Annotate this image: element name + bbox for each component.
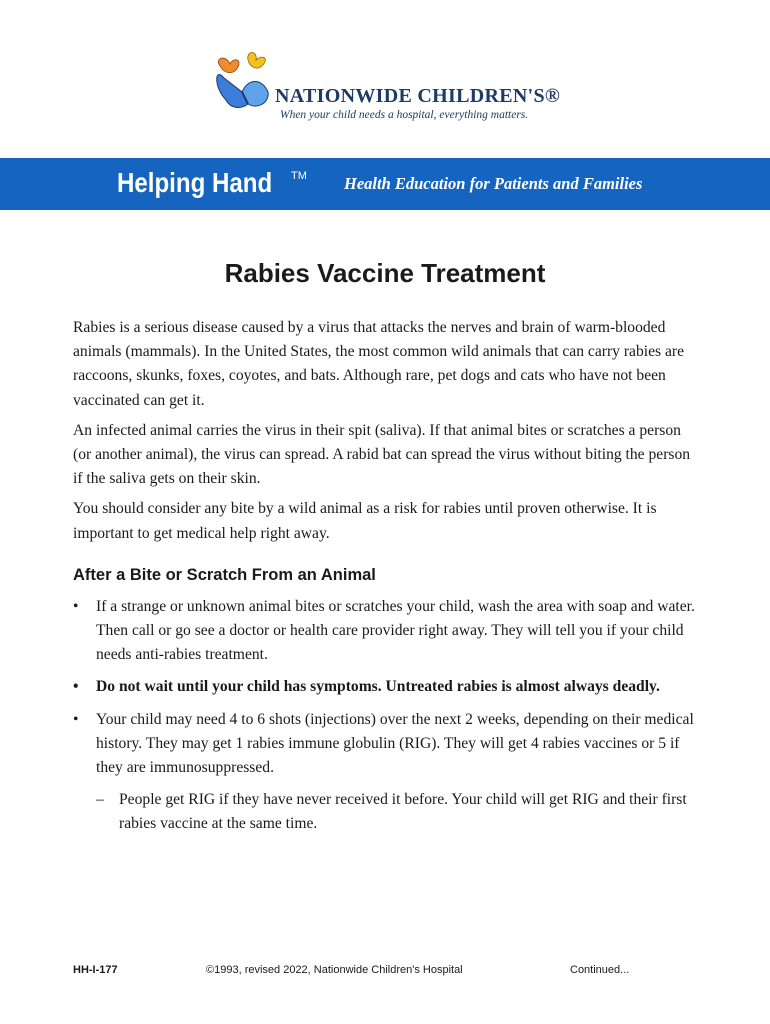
sub-list-item-text: People get RIG if they have never received it before. Your child will get RIG and their first rabies vaccine at the same time. [119, 791, 687, 833]
bullet-list [73, 595, 698, 780]
list-item-text: Do not wait until your child has symptoms. Untreated rabies is almost always deadly. [96, 678, 660, 696]
logo-tagline: When your child needs a hospital, everything matters. [280, 109, 529, 121]
bullet-icon: • [73, 597, 79, 615]
butterfly-icon [212, 48, 282, 118]
page-footer [0, 964, 770, 980]
banner-title: Helping Hand [117, 167, 273, 198]
intro-paragraph: An infected animal carries the virus in their spit (saliva). If that animal bites or scratches a person (or another animal), the virus can spread. A rabid bat can spread the virus without biting the person if the saliva gets on their skin. [73, 421, 691, 488]
bullet-icon: • [73, 710, 79, 728]
list-item [73, 595, 698, 668]
bullet-icon: • [73, 678, 79, 696]
banner-trademark: TM [291, 170, 307, 182]
logo-name: NATIONWIDE CHILDREN'S® [275, 85, 561, 107]
banner-subtitle: Health Education for Patients and Families [344, 174, 643, 193]
intro-paragraph: You should consider any bite by a wild animal as a risk for rabies until proven otherwise. It is important to get medical help right away. [73, 500, 657, 542]
section-heading: After a Bite or Scratch From an Animal [73, 565, 376, 584]
page-title: Rabies Vaccine Treatment [224, 258, 546, 288]
intro-paragraph: Rabies is a serious disease caused by a virus that attacks the nerves and brain of warm-blooded animals (mammals). In the United States, the most common wild animals that can carry rabies are raccoons, skunks, foxes, coyotes, and bats. Although rare, pet dogs and cats who have not been vaccinated can get it. [73, 319, 685, 409]
continued-label: Continued... [570, 964, 630, 976]
list-item [73, 675, 698, 699]
list-item-text: Your child may need 4 to 6 shots (injections) over the next 2 weeks, depending on their medical history. They may get 1 rabies immune globulin (RIG). They will get 4 rabies vaccines or 5 if they are immunosuppressed. [96, 710, 694, 777]
copyright-notice: ©1993, revised 2022, Nationwide Children's Hospital [206, 964, 463, 976]
list-item [73, 708, 698, 781]
sub-list-item [73, 788, 698, 836]
document-body [73, 316, 698, 845]
list-item-text: If a strange or unknown animal bites or scratches your child, wash the area with soap and water. Then call or go see a doctor or health care provider right away. They will tell you if your child needs anti-rabies treatment. [96, 597, 695, 664]
document-id: HH-I-177 [73, 964, 118, 976]
nationwide-childrens-logo [212, 48, 561, 128]
helping-hand-banner [0, 158, 770, 210]
dash-icon: – [96, 791, 104, 809]
